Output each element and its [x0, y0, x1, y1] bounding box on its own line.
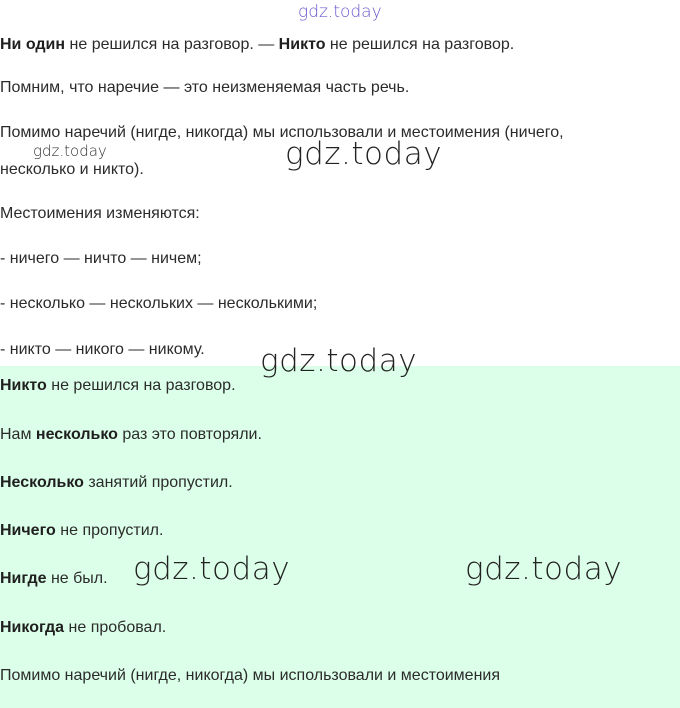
text-segment: не решился на разговор.: [46, 377, 236, 394]
text-segment: Местоимения изменяются:: [0, 205, 200, 222]
watermark-large: gdz.today: [465, 551, 623, 587]
bold-word: Никогда: [0, 619, 65, 636]
text-segment: раз это повторяли.: [117, 426, 262, 443]
text-segment: не пропустил.: [55, 522, 164, 539]
text-segment: Помним, что наречие — это неизменяемая часть речь.: [0, 79, 410, 96]
text-segment: - никто — никого — никому.: [0, 341, 205, 358]
text-segment: - несколько — нескольких — несколькими;: [0, 295, 318, 312]
text-line: [0, 618, 166, 638]
text-line: [0, 204, 200, 224]
bold-word: Ни один: [0, 36, 66, 53]
bold-word: Нигде: [0, 570, 47, 587]
text-segment: Нам: [0, 426, 36, 443]
watermark-small: gdz.today: [33, 142, 107, 160]
bold-word: несколько: [35, 426, 118, 443]
text-line: [0, 78, 409, 98]
text-segment: Помимо наречий (нигде, никогда) мы использовали и местоимения: [0, 667, 501, 684]
text-line: [0, 473, 233, 493]
bold-word: Никто: [0, 377, 47, 394]
text-segment: не решился на разговор. —: [65, 36, 279, 53]
text-segment: не был.: [46, 570, 108, 587]
text-segment: не пробовал.: [64, 619, 167, 636]
bold-word: Ничего: [0, 522, 56, 539]
watermark-top: gdz.today: [298, 2, 382, 22]
text-line: [0, 123, 564, 143]
text-segment: Помимо наречий (нигде, никогда) мы использовали и местоимения (ничего,: [0, 124, 564, 141]
text-segment: - ничего — ничто — ничем;: [0, 250, 202, 267]
text-line: [0, 35, 514, 55]
bold-word: Несколько: [0, 474, 84, 491]
text-segment: несколько и никто).: [0, 161, 144, 178]
text-line: [0, 294, 317, 314]
watermark-large: gdz.today: [260, 343, 418, 379]
text-line: [0, 666, 500, 686]
watermark-large: gdz.today: [133, 551, 291, 587]
text-segment: занятий пропустил.: [83, 474, 233, 491]
text-line: [0, 521, 163, 541]
text-line: [0, 340, 205, 360]
text-line: [0, 425, 262, 445]
text-segment: не решился на разговор.: [325, 36, 515, 53]
text-line: [0, 376, 236, 396]
text-line: [0, 249, 202, 269]
bold-word: Никто: [278, 36, 326, 53]
watermark-large: gdz.today: [285, 136, 443, 172]
text-line: [0, 160, 144, 180]
text-line: [0, 569, 108, 589]
